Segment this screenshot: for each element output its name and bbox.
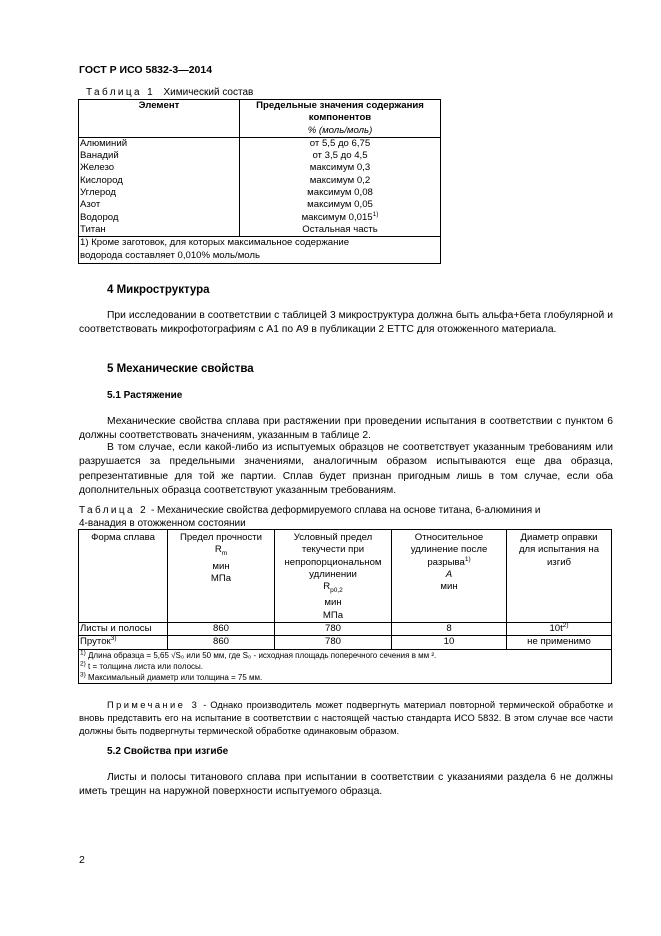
table2-caption-label: Таблица 2 xyxy=(79,505,149,516)
mechanical-properties-table xyxy=(78,529,612,684)
table2-footnotes xyxy=(79,649,612,683)
table2-header-yield xyxy=(275,530,392,623)
header-subscript: p0,2 xyxy=(330,587,343,595)
mandrel-diameter-value: 10t xyxy=(549,622,563,634)
element-value: максимум 0,08 xyxy=(240,187,441,199)
table2-header-mandrel xyxy=(507,530,612,623)
chemical-composition-table xyxy=(78,99,441,264)
table2-footnote-3 xyxy=(80,672,610,683)
table1-caption xyxy=(86,87,253,98)
element-value: максимум 0,05 xyxy=(240,199,441,211)
note-3 xyxy=(79,699,613,737)
header-symbol: R xyxy=(323,581,331,593)
table-row xyxy=(79,224,441,237)
section5-1-paragraph2: В том случае, если какой-либо из испытуемых образцов не соответствует указанным требованиям или разрушается за предельными значениями, аналогичным образом испытываются еще два образца, репрезентативные для той же партии. Сплав будет признан пригодным лишь в том случае, если оба дополнительных образца соответствуют указанным требованиям. xyxy=(79,442,613,496)
header-line: мин xyxy=(324,597,342,609)
table1-footnote xyxy=(79,237,441,264)
header-text: разрыва xyxy=(427,556,465,568)
table1-footnote-line1: 1) Кроме заготовок, для которых максимальное содержание xyxy=(80,237,350,249)
element-name: Кислород xyxy=(79,175,240,187)
table-row xyxy=(79,199,441,211)
table1-header-limits xyxy=(240,100,441,138)
header-line: Условный предел xyxy=(293,532,373,543)
element-value: максимум 0,2 xyxy=(240,175,441,187)
table2-footnote-2 xyxy=(80,661,610,672)
table1-caption-title: Химический состав xyxy=(163,87,254,98)
table-row xyxy=(79,137,441,150)
elongation: 10 xyxy=(392,636,507,649)
table1-header-unit: % (моль/моль) xyxy=(307,124,373,136)
table1-caption-label: Таблица 1 xyxy=(86,87,156,98)
table-row xyxy=(79,175,441,187)
table-row xyxy=(79,636,612,649)
header-line: МПа xyxy=(210,572,232,584)
header-line: Предел прочности xyxy=(179,532,263,543)
page-number: 2 xyxy=(79,854,85,866)
table2-header-form: Форма сплава xyxy=(79,530,168,623)
footnote-ref: 1) xyxy=(464,555,471,563)
footnote-text: t = толщина листа или полосы. xyxy=(88,661,204,671)
section5-heading: 5 Механические свойства xyxy=(107,363,254,375)
table2-caption-line1 xyxy=(79,505,541,518)
section4-paragraph: При исследовании в соответствии с таблицей 3 микроструктура должна быть альфа+бета глобулярной и соответствовать микрофотографиям с А1 по А9 в публикации 2 ЕТТС для отожженного материала. xyxy=(79,310,613,336)
header-line xyxy=(393,557,505,569)
header-line: мин xyxy=(440,581,458,593)
element-value: от 3,5 до 4,5 xyxy=(240,150,441,162)
header-subscript: m xyxy=(221,550,228,558)
header-line: непропорциональном xyxy=(284,556,382,568)
note-3-text: - Однако производитель может подвергнуть материал повторной термической обработке и вновь представить его на испытание в соответствии с настоящей частью стандарта ИСО 5832. В этом случае все части должны быть подвергнуты термической обработке одинаковым образом. xyxy=(79,699,613,736)
section5-2-heading: 5.2 Свойства при изгибе xyxy=(107,746,229,757)
element-name: Азот xyxy=(79,199,240,211)
table-row xyxy=(79,162,441,174)
element-name: Титан xyxy=(79,224,240,237)
table2-header-elongation xyxy=(392,530,507,623)
element-name: Водород xyxy=(79,212,240,224)
header-line: A xyxy=(445,568,453,580)
table2-header-strength xyxy=(168,530,275,623)
mandrel-diameter xyxy=(507,622,612,635)
section5-1-heading: 5.1 Растяжение xyxy=(107,390,183,401)
element-value: максимум 0,3 xyxy=(240,162,441,174)
footnote-ref: 1) xyxy=(372,210,379,218)
table2-caption-title: - Механические свойства деформируемого сплава на основе титана, 6-алюминия и xyxy=(150,505,541,516)
table1-header-row xyxy=(79,100,441,138)
element-value-text: максимум 0,015 xyxy=(301,211,373,223)
section4-heading: 4 Микроструктура xyxy=(107,284,210,296)
table2-header-row xyxy=(79,530,612,623)
header-line: удлинение после xyxy=(410,544,488,556)
header-line: Диаметр оправки xyxy=(520,532,598,543)
note-3-label: Примечание 3 xyxy=(107,699,200,710)
header-line: МПа xyxy=(322,609,344,621)
table2-caption-line2: 4-ванадия в отожженном состоянии xyxy=(79,517,246,529)
yield-strength: 780 xyxy=(275,622,392,635)
header-line xyxy=(276,581,390,597)
elongation: 8 xyxy=(392,622,507,635)
element-name: Углерод xyxy=(79,187,240,199)
yield-strength: 780 xyxy=(275,636,392,649)
header-line: текучести при xyxy=(301,544,365,556)
alloy-form: Листы и полосы xyxy=(79,622,168,635)
tensile-strength: 860 xyxy=(168,622,275,635)
header-line: для испытания на xyxy=(518,544,600,556)
footnote-marker: 2) xyxy=(80,659,86,667)
table-row xyxy=(79,150,441,162)
element-value: от 5,5 до 6,75 xyxy=(240,137,441,150)
table-row xyxy=(79,622,612,635)
table1-header-limits-line1: Предельные значения содержания xyxy=(256,100,424,111)
table2-footnote-1 xyxy=(80,650,610,661)
table1-footnote-row xyxy=(79,237,441,264)
footnote-ref: 3) xyxy=(110,635,117,643)
element-name: Алюминий xyxy=(79,137,240,150)
table-row xyxy=(79,212,441,224)
alloy-form-text: Пруток xyxy=(80,636,111,648)
table1-footnote-line2: водорода составляет 0,010% моль/моль xyxy=(80,249,261,261)
section5-1-paragraph1: Механические свойства сплава при растяжении при проведении испытания в соответствии с пунктом 6 должны соответствовать значениям, указанным в таблице 2. xyxy=(79,416,613,442)
element-value: Остальная часть xyxy=(240,224,441,237)
header-line xyxy=(169,544,273,560)
footnote-marker: 3) xyxy=(80,670,86,678)
table2-footnotes-row xyxy=(79,649,612,683)
header-line: Относительное xyxy=(414,532,484,543)
footnote-text: Максимальный диаметр или толщина = 75 мм. xyxy=(88,672,263,682)
header-symbol: R xyxy=(214,544,222,556)
document-header: ГОСТ Р ИСО 5832-3—2014 xyxy=(79,64,213,76)
alloy-form xyxy=(79,636,168,649)
footnote-text: Длина образца = 5,65 √S₀ или 50 мм, где S₀ - исходная площадь поперечного сечения в мм ². xyxy=(88,650,437,660)
header-line: мин xyxy=(212,560,230,572)
header-line: изгиб xyxy=(546,556,572,568)
table1-header-limits-line2: компонентов xyxy=(308,112,372,124)
element-name: Ванадий xyxy=(79,150,240,162)
element-value xyxy=(240,212,441,224)
footnote-marker: 1) xyxy=(80,648,86,656)
mandrel-diameter: не применимо xyxy=(507,636,612,649)
table-row xyxy=(79,187,441,199)
section5-2-paragraph: Листы и полосы титанового сплава при испытании в соответствии с указаниями раздела 6 не должны иметь трещин на наружной поверхности испытуемого образца. xyxy=(79,772,613,798)
tensile-strength: 860 xyxy=(168,636,275,649)
element-name: Железо xyxy=(79,162,240,174)
header-line: удлинении xyxy=(309,568,357,580)
table2-caption xyxy=(79,505,541,530)
footnote-ref: 2) xyxy=(562,621,569,629)
table1-header-element: Элемент xyxy=(79,100,240,138)
